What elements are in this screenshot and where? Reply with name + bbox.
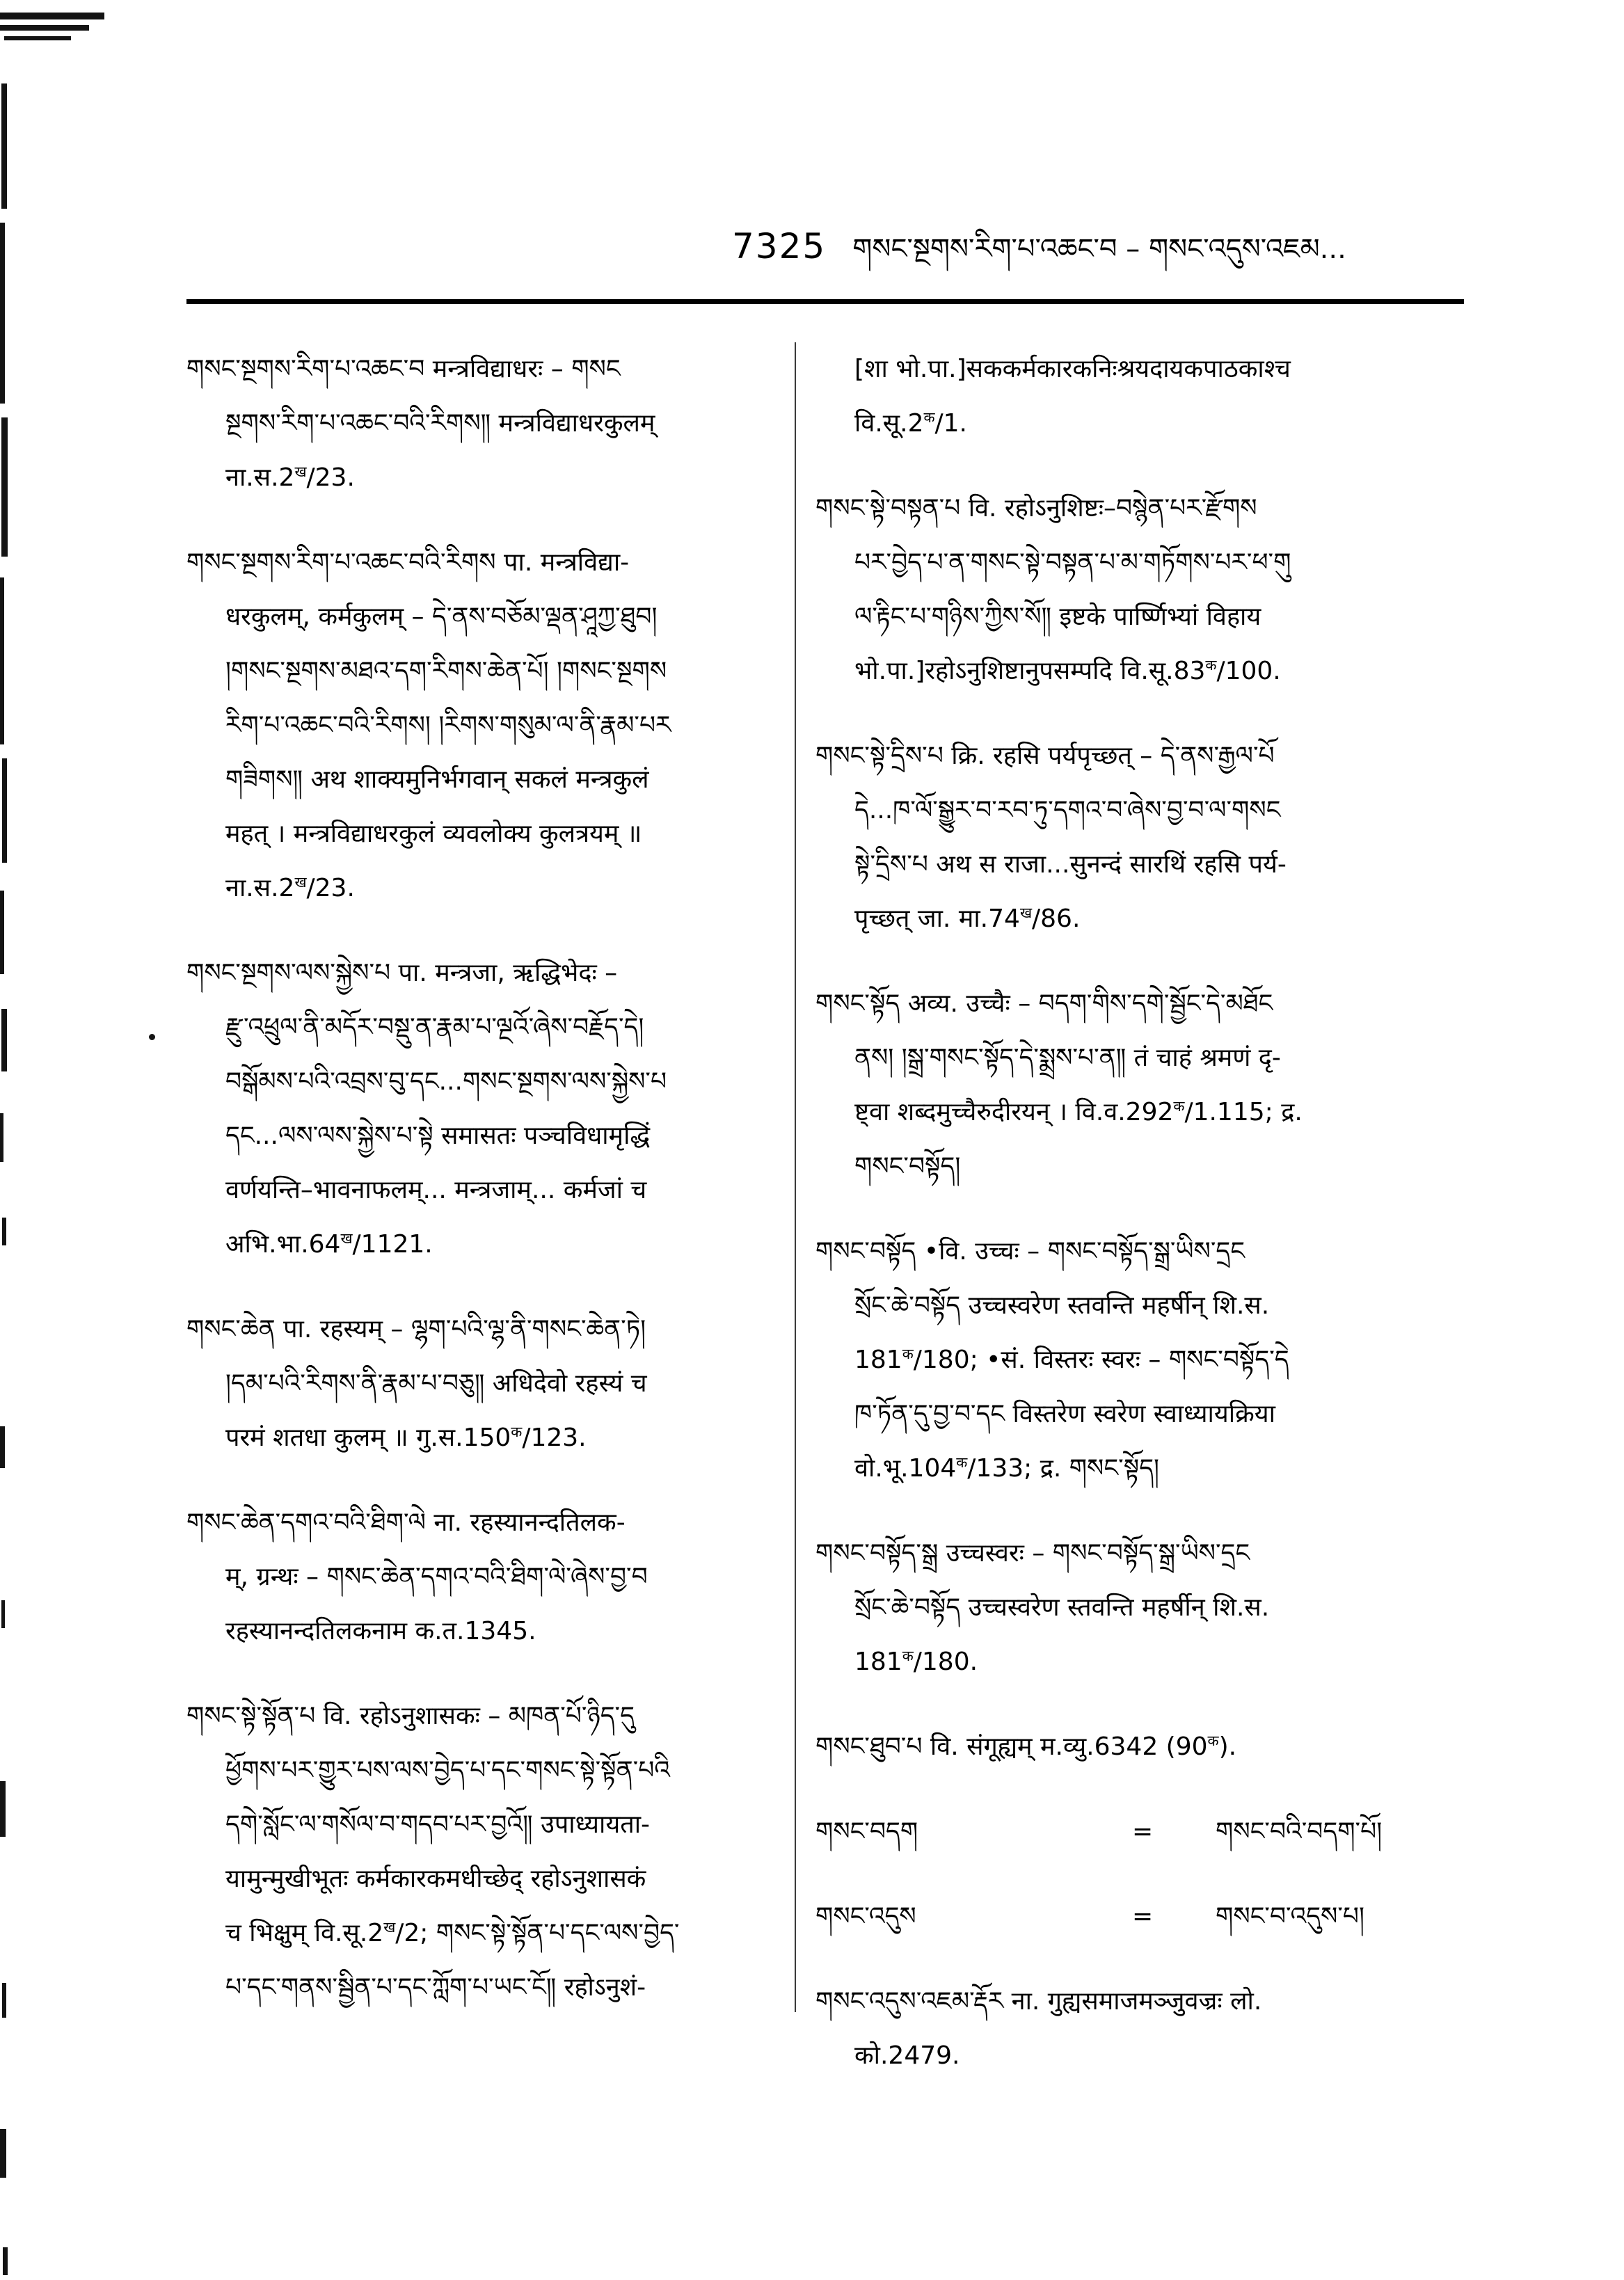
scan-artifact bbox=[3, 2247, 8, 2275]
scan-artifact bbox=[1, 417, 8, 557]
equals-sign: = bbox=[1132, 1817, 1154, 1846]
entry-line: $181^क/180$. bbox=[854, 1648, 978, 1676]
dictionary-entry bbox=[815, 729, 1476, 946]
entry-line: ཕྱོགས་པར་གྱུར་པས་ལས་བྱེད་པ་དང་གསང་སྟེ་སྟོན་པའི bbox=[225, 1756, 670, 1785]
entry-line bbox=[815, 1890, 1476, 1944]
entry-line: །གསང་སྔགས་མཐའ་དག་རིགས་ཆེན་པོ། །གསང་སྔགས bbox=[225, 657, 667, 685]
scan-artifact bbox=[0, 25, 89, 31]
dictionary-entry bbox=[815, 342, 1476, 451]
entry-line: སྟེ་དྲིས་པ अथ स राजा...सुनन्दं सारथिं रहसि पर्य- bbox=[854, 850, 1287, 879]
entry-line: རིག་པ་འཆང་བའི་རིགས། །རིགས་གསུམ་ལ་ནི་རྣམ་པར bbox=[225, 711, 671, 740]
scan-artifact bbox=[0, 891, 4, 974]
entry-line: ཁ་ཏོན་དུ་བྱ་བ་དང विस्तरेण स्वरेण स्वाध्यायक्रिया bbox=[854, 1400, 1275, 1428]
scan-artifact bbox=[2, 758, 7, 863]
entry-line: परमं शतधा कुलम् ॥ $गु.स.150^क/123$. bbox=[225, 1424, 587, 1452]
entry-line: རྫུ་འཕྲུལ་ནི་མདོར་བསྡུ་ན་རྣམ་པ་ལྔའོ་ཞེས་བརྗོད་དེ། bbox=[225, 1013, 644, 1042]
entry-headword: གསང་བདག bbox=[815, 1817, 918, 1846]
entry-line: ལ་རྟིང་པ་གཉིས་ཀྱིས་སོ༎ इष्टके पार्ष्णिभ्यां विहाय bbox=[854, 603, 1261, 631]
scan-artifact bbox=[0, 2129, 6, 2178]
entry-line: གསང་སྟེ་དྲིས་པ क्रि. रहसि पर्यपृच्छत् – དེ་ནས་རྒྱལ་པོ bbox=[815, 742, 1275, 770]
entry-line: གསང་སྔགས་ལས་སྐྱེས་པ पा. मन्त्रजा, ऋद्धिभेदः – bbox=[186, 959, 618, 987]
scan-artifact bbox=[0, 223, 5, 404]
entry-line: [शा भो.पा.]सककर्मकारकनिःश्रयदायकपाठकाश्च bbox=[854, 355, 1291, 383]
entry-line: གཟིགས༎ अथ शाक्यमुनिर्भगवान् सकलं मन्त्रकुलं bbox=[225, 765, 649, 794]
entry-line: གསང་སྟེ་བསྟན་པ वि. रहोऽनुशिष्टः–བསྙེན་པར་རྫོགས bbox=[815, 494, 1257, 523]
entry-line: $181^क/180$; •सं. विस्तरः स्वरः – གསང་བསྟོད་དེ bbox=[854, 1346, 1289, 1374]
entry-line: སྲོང་ཆེ་བསྟོད उच्चस्वरेण स्तवन्ति महर्षीन् शि.स. bbox=[854, 1291, 1270, 1320]
entry-line: པར་བྱེད་པ་ན་གསང་སྟེ་བསྟན་པ་མ་གཏོགས་པར་ཕ་གུ bbox=[854, 548, 1291, 577]
entry-definition: གསང་བ་འདུས་པ། bbox=[1216, 1902, 1364, 1931]
entry-line: भो.पा.]रहोऽनुशिष्टानुपसम्पदि $वि.सू.83^क/100$. bbox=[854, 657, 1281, 685]
entry-line: $ना.स.2^ख/23$. bbox=[225, 874, 355, 902]
dictionary-entry bbox=[186, 536, 785, 916]
entry-line: $अभि.भा.64^ख/1121$. bbox=[225, 1230, 433, 1259]
entry-line: $ना.स.2^ख/23$. bbox=[225, 463, 355, 492]
entry-line: གསང་སྟེ་སྟོན་པ वि. रहोऽनुशासकः – མཁན་པོ་ཉིད་དུ bbox=[186, 1702, 635, 1730]
entry-line: གསང་ཆེན पा. रहस्यम् – ལྷག་པའི་ལྷ་ནི་གསང་ཆེན་ཏེ། bbox=[186, 1315, 646, 1344]
entry-line: དེ...ཁ་ལོ་སྒྱུར་བ་རབ་ཏུ་དགའ་བ་ཞེས་བྱ་བ་ལ་གསང bbox=[854, 796, 1281, 824]
entry-line: སྔགས་རིག་པ་འཆང་བའི་རིགས༎ मन्त्रविद्याधरकुलम् bbox=[225, 409, 655, 438]
entry-line: གསང་འདུས་འཇམ་རྡོར ना. गुह्यसमाजमञ्जुवज्रः लो. bbox=[815, 1987, 1262, 2016]
page-header bbox=[732, 217, 1346, 296]
scan-artifact bbox=[0, 577, 4, 744]
scan-artifact bbox=[2, 1218, 6, 1245]
dictionary-entry bbox=[815, 977, 1476, 1194]
entry-line: གསང་བསྟོད •वि. उच्चः – གསང་བསྟོད་སྒྲ་ཡིས་དྲང bbox=[815, 1237, 1245, 1266]
entry-line: यामुन्मुखीभूतः कर्मकारकमधीच्छेद् रहोऽनुशासकं bbox=[225, 1865, 646, 1893]
entry-line: $वि.सू.2^क/1$. bbox=[854, 409, 967, 438]
dictionary-entry bbox=[815, 481, 1476, 699]
entry-line bbox=[815, 1805, 1476, 1859]
entry-line: धरकुलम्, कर्मकुलम् – དེ་ནས་བཅོམ་ལྡན་ཤཱཀྱ་ཐུབ། bbox=[225, 603, 658, 631]
column-divider bbox=[795, 342, 796, 2012]
scan-artifact bbox=[1, 1600, 5, 1628]
entry-line: གསང་ཆེན་དགའ་བའི་ཐིག་ལེ ना. रहस्यानन्दतिलक- bbox=[186, 1508, 626, 1537]
entry-line: वर्णयन्ति–भावनाफलम्... मन्त्रजाम्... कर्मजां च bbox=[225, 1176, 647, 1204]
scan-artifact bbox=[0, 1113, 3, 1162]
entry-line: को.2479. bbox=[854, 2041, 960, 2070]
entry-headword: གསང་འདུས bbox=[815, 1902, 916, 1931]
dictionary-entry bbox=[186, 1689, 785, 2015]
dictionary-entry-equation bbox=[815, 1890, 1476, 1944]
dictionary-entry-equation bbox=[815, 1805, 1476, 1859]
entry-line: གསང་སྔགས་རིག་པ་འཆང་བའི་རིགས पा. मन्त्रविद्या- bbox=[186, 548, 630, 577]
entry-line: महत् । मन्त्रविद्याधरकुलं व्यवलोक्य कुलत्रयम् ॥ bbox=[225, 820, 642, 848]
column-right bbox=[815, 342, 1476, 2114]
entry-line: དགེ་སློང་ལ་གསོལ་བ་གདབ་པར་བྱའོ༎ उपाध्यायता- bbox=[225, 1810, 651, 1839]
entry-line: म्, ग्रन्थः – གསང་ཆེན་དགའ་བའི་ཐིག་ལེ་ཞེས་བྱ་བ bbox=[225, 1563, 648, 1591]
entry-line: ནས། །སྒྲ་གསང་སྟོད་དེ་སྨྲས་པ་ན༎ तं चाहं श्रमणं दृ- bbox=[854, 1044, 1281, 1072]
entry-line: གསང་སྔགས་རིག་པ་འཆང་བ मन्त्रविद्याधरः – གསང bbox=[186, 355, 621, 383]
scan-artifact bbox=[4, 36, 71, 40]
dictionary-entry bbox=[815, 1526, 1476, 1689]
entry-definition: གསང་བའི་བདག་པོ། bbox=[1216, 1817, 1383, 1846]
scan-artifact bbox=[1, 83, 7, 209]
scan-artifact bbox=[0, 1781, 6, 1837]
entry-line: གསང་བསྟོད་སྒྲ उच्चस्वरः – གསང་བསྟོད་སྒྲ་ཡིས་དྲང bbox=[815, 1539, 1250, 1568]
entry-line: च भिक्षुम् $वि.सू.2^ख/2$; གསང་སྟེ་སྟོན་པ་དང་ལས་བྱེད་ bbox=[225, 1919, 680, 1947]
equals-sign: = bbox=[1132, 1902, 1154, 1931]
page-number: 7325 bbox=[732, 226, 827, 266]
dictionary-entry bbox=[186, 342, 785, 505]
running-head: གསང་སྔགས་རིག་པ་འཆང་བ – གསང་འདུས་འཇམ... bbox=[852, 233, 1346, 265]
scan-artifact bbox=[0, 1426, 5, 1468]
dictionary-entry bbox=[186, 1302, 785, 1465]
entry-line: སྲོང་ཆེ་བསྟོད उच्चस्वरेण स्तवन्ति महर्षीन् शि.स. bbox=[854, 1593, 1270, 1622]
scan-artifact bbox=[0, 13, 104, 19]
entry-line: བསྒོམས་པའི་འབྲས་བུ་དང...གསང་སྔགས་ལས་སྐྱེས་པ bbox=[225, 1067, 667, 1096]
dictionary-entry bbox=[186, 946, 785, 1272]
entry-line: $वो.भू.104^क/133$; द्र. གསང་སྟོད། bbox=[854, 1454, 1160, 1483]
entry-line: ष्ट्वा शब्दमुच्चैरुदीरयन् । $वि.व.292^क/1.115$; द्र. bbox=[854, 1098, 1303, 1126]
entry-line: གསང་བསྟོད། bbox=[854, 1152, 961, 1181]
entry-line: །དམ་པའི་རིགས་ནི་རྣམ་པ་བཅུ༎ अधिदेवो रहस्यं च bbox=[225, 1369, 647, 1398]
scan-artifact bbox=[2, 1983, 6, 2018]
dictionary-entry bbox=[815, 1225, 1476, 1496]
entry-line: པ་དང་གནས་སྦྱིན་པ་དང་ཀློག་པ་ཡང་ངོ༎ रहोऽनुशं- bbox=[225, 1973, 646, 2002]
dictionary-entry bbox=[815, 1720, 1476, 1774]
entry-line: पृच्छत् जा. $मा.74^ख/86$. bbox=[854, 904, 1081, 933]
header-rule bbox=[186, 299, 1464, 304]
scan-artifact bbox=[1, 1009, 7, 1071]
entry-line: དང...ལས་ལས་སྐྱེས་པ་སྟེ समासतः पञ्चविधामृद्धिं bbox=[225, 1122, 651, 1150]
dictionary-entry bbox=[186, 1496, 785, 1659]
entry-line: གསང་ཐུབ་པ वि. संगूह्यम् म.व्यु.6342 $(90^क)$. bbox=[815, 1732, 1237, 1761]
entry-line: रहस्यानन्दतिलकनाम क.त.1345. bbox=[225, 1617, 536, 1645]
dictionary-entry bbox=[815, 1975, 1476, 2083]
scan-artifact bbox=[149, 1034, 155, 1040]
entry-line: གསང་སྟོད अव्य. उच्चैः – བདག་གིས་དགེ་སྦྱོང་དེ་མཐོང bbox=[815, 989, 1273, 1018]
column-left bbox=[186, 342, 785, 2046]
